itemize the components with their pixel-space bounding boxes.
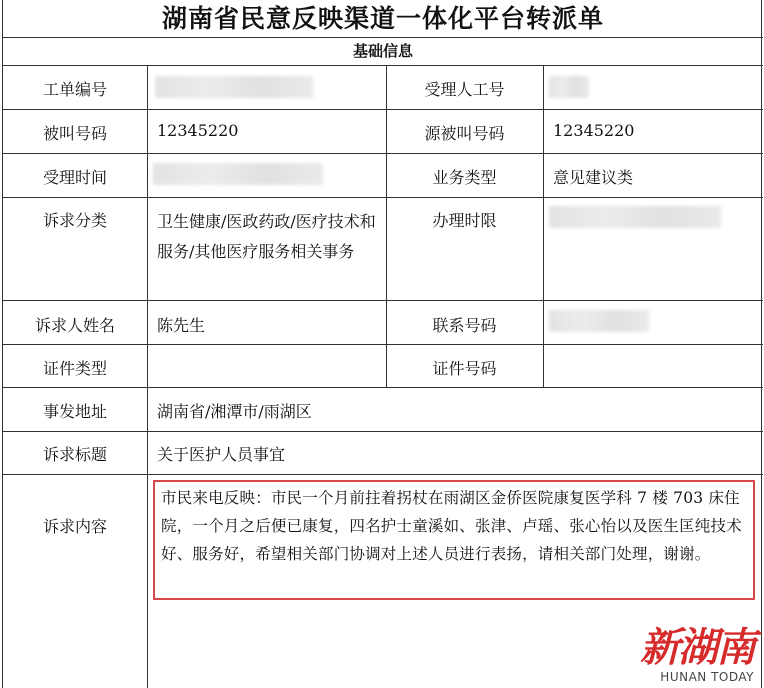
operator-no-redacted: [549, 76, 589, 98]
subject-value: 关于医护人员事宜: [157, 445, 286, 464]
accept-time-redacted: [153, 163, 323, 185]
column-divider: [147, 66, 148, 688]
row-divider: [3, 431, 763, 432]
hunan-today-logo: [640, 626, 754, 684]
column-divider: [543, 66, 544, 387]
row-divider: [3, 300, 763, 301]
deadline-label: 办理时限: [432, 211, 497, 230]
category-label: 诉求分类: [42, 211, 107, 230]
content-value: 市民来电反映：市民一个月前拄着拐杖在雨湖区金侨医院康复医学科 7 楼 703 床住院，一个月之后便已康复，四名护士童溪如、张津、卢瑶、张心怡以及医生匡纯技术好、服务好，希望相关部门协调对上述人员进行表扬，请相关部门处理，谢谢。: [161, 489, 742, 563]
deadline-redacted: [549, 206, 721, 228]
logo-english: HUNAN TODAY: [660, 670, 754, 684]
operator-no-label: 受理人工号: [424, 80, 505, 99]
address-label: 事发地址: [42, 402, 107, 421]
section-header: 基础信息: [3, 38, 763, 66]
business-type-value: 意见建议类: [553, 168, 634, 187]
business-type-label: 业务类型: [432, 168, 497, 187]
phone-label: 联系号码: [432, 316, 497, 335]
address-value: 湖南省/湘潭市/雨湖区: [157, 402, 312, 421]
accept-time-label: 受理时间: [42, 168, 107, 187]
row-divider: [3, 344, 763, 345]
row-divider: [3, 387, 763, 388]
category-value: 卫生健康/医政药政/医疗技术和服务/其他医疗服务相关事务: [157, 212, 376, 261]
ticket-no-redacted: [155, 76, 313, 98]
id-no-label: 证件号码: [432, 359, 497, 378]
name-label: 诉求人姓名: [34, 316, 115, 335]
called-no-value: 12345220: [157, 121, 239, 140]
source-called-no-value: 12345220: [553, 121, 635, 140]
subject-label: 诉求标题: [42, 445, 107, 464]
name-value: 陈先生: [157, 316, 206, 335]
phone-redacted: [549, 310, 649, 332]
row-divider: [3, 153, 763, 154]
ticket-no-label: 工单编号: [42, 80, 107, 99]
id-type-label: 证件类型: [42, 359, 107, 378]
row-divider: [3, 474, 763, 475]
row-divider: [3, 197, 763, 198]
source-called-no-label: 源被叫号码: [424, 124, 505, 143]
row-divider: [3, 109, 763, 110]
content-label: 诉求内容: [42, 517, 107, 536]
form-title: 湖南省民意反映渠道一体化平台转派单: [3, 0, 763, 38]
called-no-label: 被叫号码: [42, 124, 107, 143]
logo-chinese: 新湖南: [640, 624, 754, 671]
dispatch-form: [2, 0, 762, 688]
